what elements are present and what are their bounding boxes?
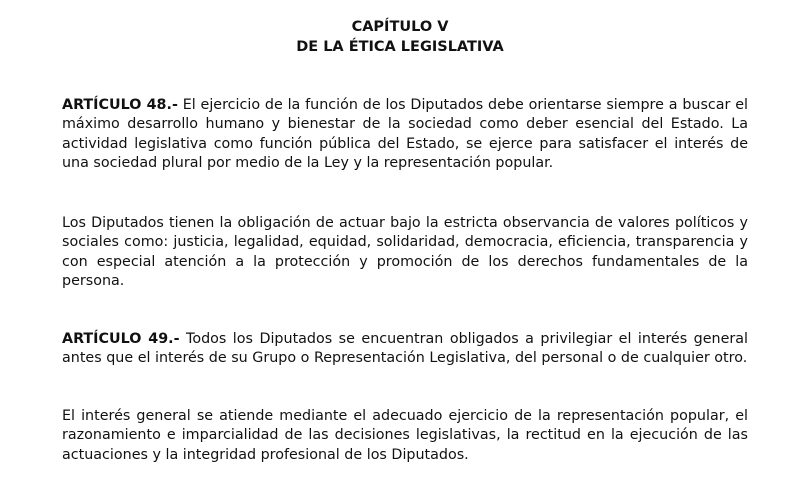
article-49-paragraph-2 bbox=[62, 407, 748, 465]
article-48-text-1: El ejercicio de la función de los Diputados debe orientarse siempre a buscar el máximo desarrollo humano y bienestar de la sociedad como deber esencial del Estado. La actividad legislativa como función pública del Estado, se ejerce para satisfacer el interés de una sociedad plural por medio de la Ley y la representación popular. bbox=[62, 97, 748, 172]
article-49-text-1: Todos los Diputados se encuentran obligados a privilegiar el interés general antes que el interés de su Grupo o Representación Legislativa, del personal o de cualquier otro. bbox=[62, 331, 748, 367]
article-48-paragraph-2 bbox=[62, 214, 748, 292]
article-49-text-2: El interés general se atiende mediante el adecuado ejercicio de la representación popular, el razonamiento e imparcialidad de las decisiones legislativas, la rectitud en la ejecución de las actuaciones y la integridad profesional de los Diputados. bbox=[62, 408, 748, 463]
article-49-paragraph-1 bbox=[62, 330, 748, 369]
article-48-text-2: Los Diputados tienen la obligación de actuar bajo la estricta observancia de valores políticos y sociales como: justicia, legalidad, equidad, solidaridad, democracia, eficiencia, transparencia y con especial atención a la protección y promoción de los derechos fundamentales de la persona. bbox=[62, 215, 748, 290]
article-48-paragraph-1 bbox=[62, 96, 748, 174]
chapter-number: CAPÍTULO V bbox=[351, 19, 449, 35]
article-48-label: ARTÍCULO 48.- bbox=[62, 97, 178, 113]
article-49-label: ARTÍCULO 49.- bbox=[62, 331, 180, 347]
chapter-title: DE LA ÉTICA LEGISLATIVA bbox=[296, 39, 504, 55]
